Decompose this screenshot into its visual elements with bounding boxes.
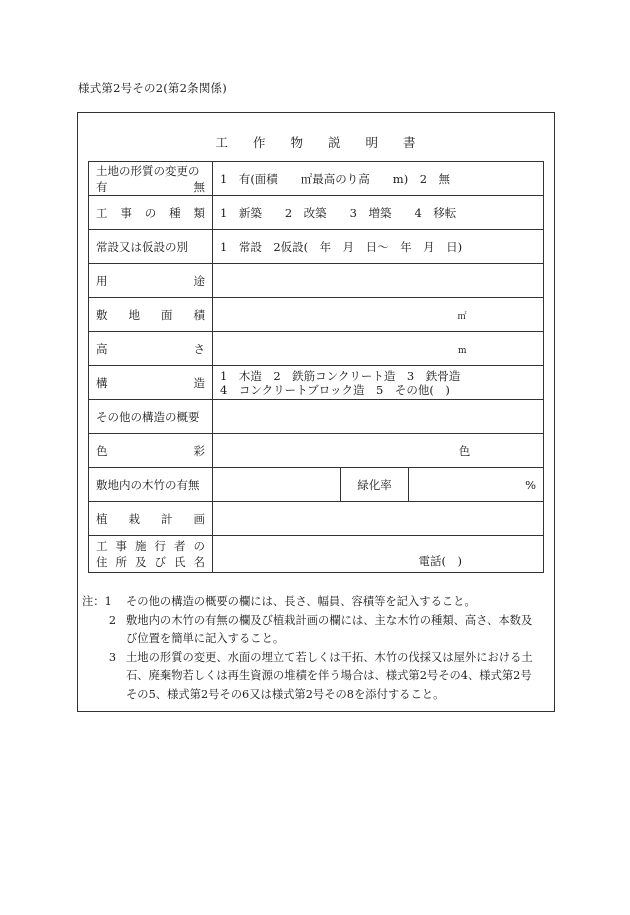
label-site-area [89, 298, 213, 332]
label-char: 無 [193, 179, 205, 194]
label-char: 敷 [96, 307, 108, 322]
row-usage [89, 264, 544, 298]
row-site-area [89, 298, 544, 332]
label-contractor [89, 536, 213, 573]
document-title [78, 133, 554, 151]
label-structure [89, 366, 213, 400]
label-char: 面 [161, 307, 173, 322]
row-construction-type [89, 196, 544, 230]
row-structure [89, 366, 544, 400]
label-char: 高 [96, 341, 108, 356]
row-color [89, 434, 544, 468]
label-char: 有 [96, 179, 108, 194]
label-permanent-temp: 常設又は仮設の別 [89, 230, 213, 264]
label-char: 植 [96, 511, 108, 526]
field-other-structure[interactable] [213, 400, 544, 434]
label-trees: 敷地内の木竹の有無 [89, 468, 213, 502]
row-contractor [89, 536, 544, 573]
label-char: 所 [115, 555, 127, 569]
label-char: 彩 [193, 443, 205, 458]
note-number: 3 [108, 650, 116, 664]
label-char: 構 [96, 375, 108, 390]
field-construction-type[interactable]: 1 新築 2 改築 3 増築 4 移転 [213, 196, 544, 230]
note-number: 注：1 [82, 595, 112, 608]
label-char: 及 [135, 555, 147, 569]
label-char: 者 [174, 539, 186, 553]
label-char: 計 [161, 511, 173, 526]
row-trees [89, 468, 544, 502]
label-char: 画 [193, 511, 205, 526]
unit-meter: m [457, 345, 467, 356]
structure-options-line: 4 コンクリートブロック造 5 その他( ) [220, 382, 450, 397]
label-char: 造 [193, 375, 205, 390]
label-height [89, 332, 213, 366]
title-char: 書 [403, 135, 417, 150]
label-char: び [154, 555, 166, 569]
field-height[interactable] [213, 332, 544, 366]
label-char: 名 [193, 555, 205, 569]
label-char: さ [193, 341, 205, 356]
label-char: 工 [96, 539, 108, 553]
label-char: 住 [96, 555, 108, 569]
note-1 [78, 593, 548, 612]
note-text: 敷地内の木竹の有無の欄及び植栽計画の欄には、主な木竹の種類、高さ、本数及び位置を簡単に記入すること。 [126, 613, 533, 645]
row-planting [89, 502, 544, 536]
form-reference: 様式第2号その2(第2条関係) [78, 81, 227, 95]
note-3 [78, 649, 548, 705]
label-char: 工 [96, 205, 108, 220]
title-char: 物 [290, 135, 304, 150]
label-usage [89, 264, 213, 298]
label-char: 途 [193, 273, 205, 288]
field-land-change[interactable]: 1 有(面積 ㎡最高のり高 m) 2 無 [213, 162, 544, 196]
label-char: の [144, 205, 157, 220]
label-char: 氏 [174, 555, 186, 569]
row-permanent-temp [89, 230, 544, 264]
label-char: 種 [169, 205, 181, 220]
label-char: 行 [154, 539, 166, 553]
field-contractor[interactable] [213, 536, 544, 573]
note-text: その他の構造の概要の欄には、長さ、幅員、容積等を記入すること。 [126, 595, 476, 608]
note-number: 2 [108, 613, 116, 627]
note-2 [78, 612, 548, 649]
label-char: 地 [128, 307, 140, 322]
notes-section [78, 593, 548, 704]
label-other-structure: その他の構造の概要 [89, 400, 213, 434]
label-char: 施 [135, 539, 147, 553]
field-planting[interactable] [213, 502, 544, 536]
row-height [89, 332, 544, 366]
label-line: 土地の形質の変更の [96, 163, 200, 178]
label-char: 積 [193, 307, 205, 322]
unit-square-meter: ㎡ [457, 311, 467, 322]
title-char: 明 [365, 135, 380, 150]
title-char: 工 [215, 135, 229, 150]
label-char: の [193, 539, 205, 553]
phone-field: 電話( ) [418, 554, 462, 568]
field-color[interactable] [213, 434, 544, 468]
field-green-rate[interactable]: % [409, 468, 544, 502]
label-char: 用 [96, 273, 108, 288]
label-char: 類 [193, 205, 205, 220]
field-usage[interactable] [213, 264, 544, 298]
structure-options-line: 1 木造 2 鉄筋コンクリート造 3 鉄骨造 [220, 368, 461, 383]
row-other-structure [89, 400, 544, 434]
label-char: 色 [96, 443, 108, 458]
label-char: 栽 [128, 511, 140, 526]
title-char: 説 [328, 135, 342, 150]
row-land-change [89, 162, 544, 196]
field-structure[interactable] [213, 366, 544, 400]
label-char: 事 [120, 205, 132, 220]
form-table [88, 161, 544, 573]
field-trees[interactable] [213, 468, 341, 502]
label-green-rate: 緑化率 [341, 468, 409, 502]
note-text: 土地の形質の変更、水面の埋立て若しくは干拓、木竹の伐採又は屋外における土石、廃棄物若しくは再生資源の堆積を伴う場合は、様式第2号その4、様式第2号その5、様式第2号その6又は様式第2号その8を添付すること。 [126, 650, 533, 701]
label-color [89, 434, 213, 468]
label-land-change [89, 162, 213, 196]
form-frame [77, 112, 555, 712]
title-char: 作 [252, 135, 267, 150]
unit-color: 色 [458, 443, 471, 458]
label-char: 事 [115, 539, 127, 553]
label-construction-type [89, 196, 213, 230]
label-planting [89, 502, 213, 536]
field-site-area[interactable] [213, 298, 544, 332]
field-permanent-temp[interactable]: 1 常設 2仮設( 年 月 日～ 年 月 日) [213, 230, 544, 264]
